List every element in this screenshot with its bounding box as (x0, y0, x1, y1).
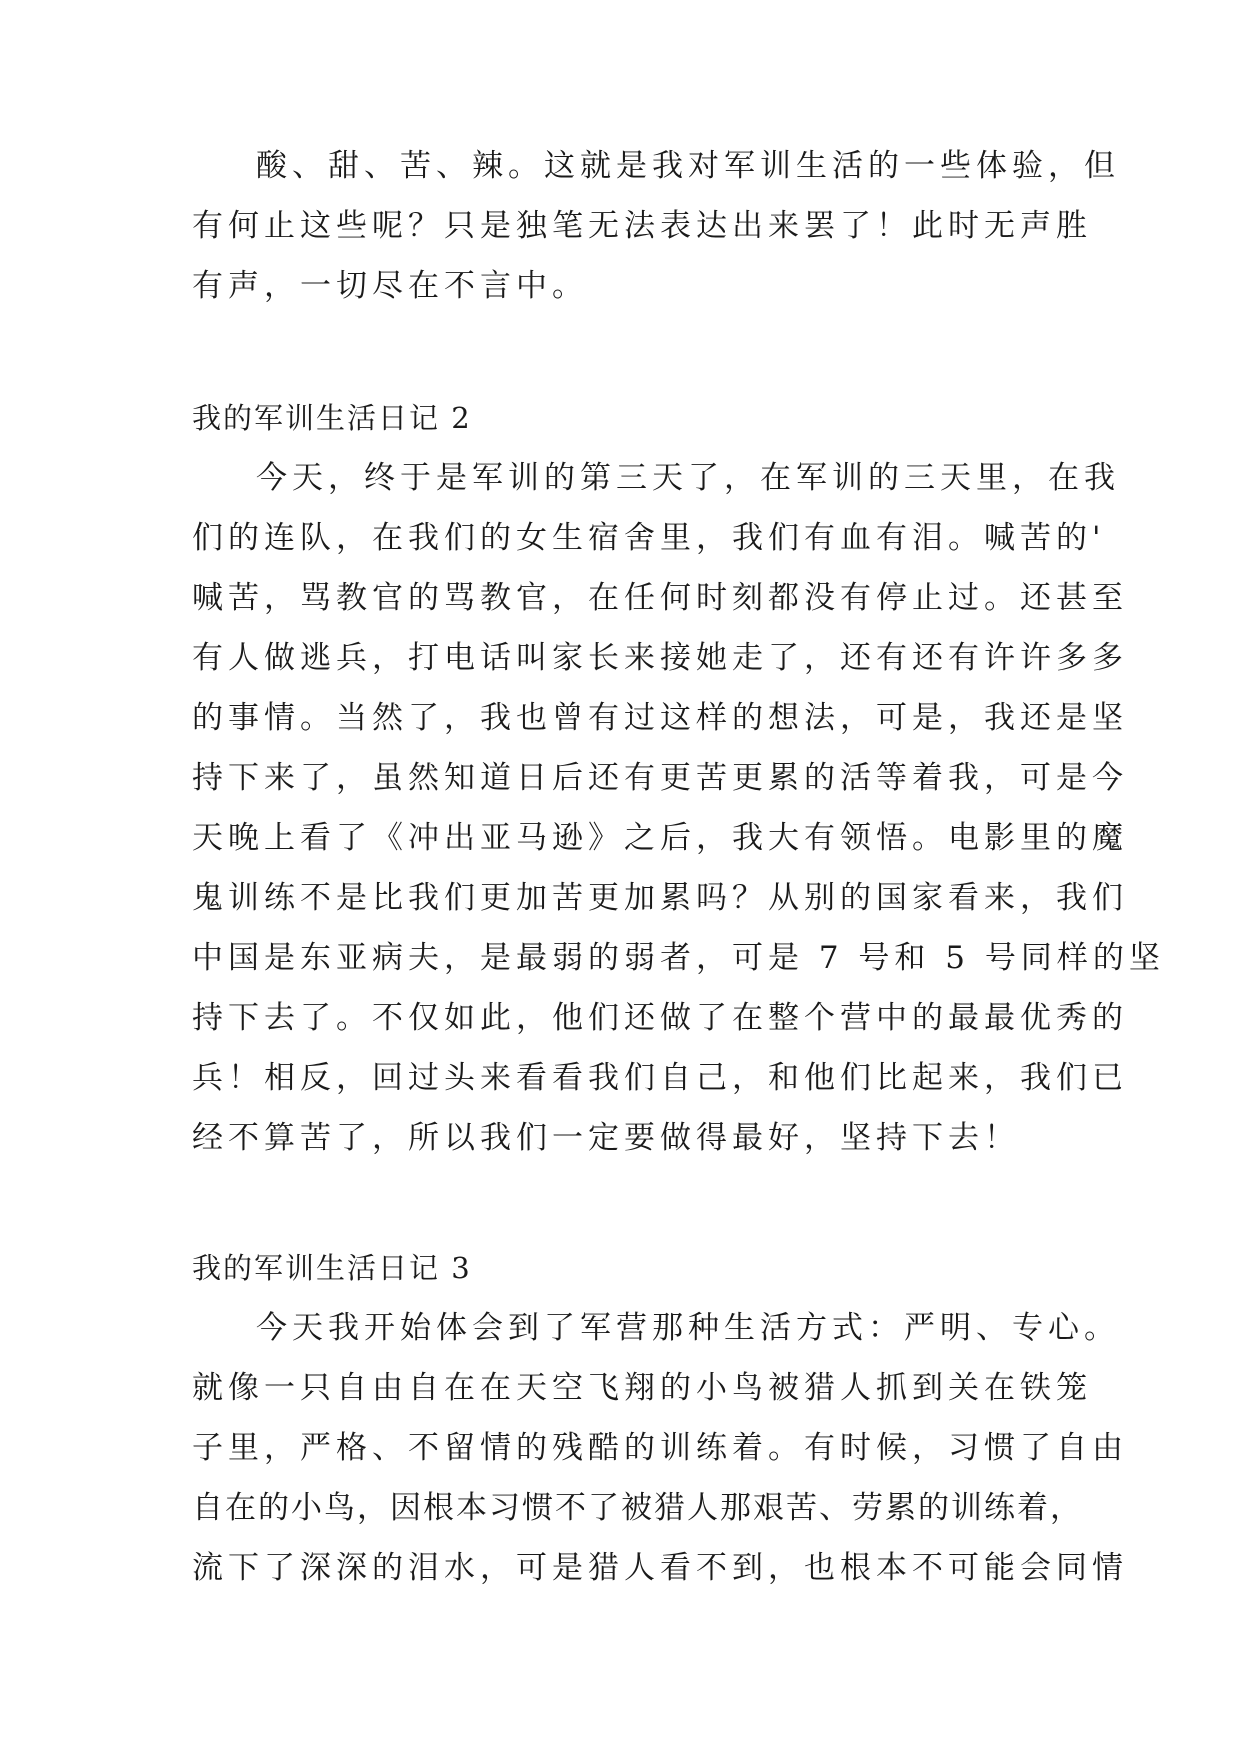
paragraph-line: 流下了深深的泪水，可是猎人看不到，也根本不可能会同情 (192, 1550, 1128, 1586)
paragraph-line: 们的连队，在我们的女生宿舍里，我们有血有泪。喊苦的' (192, 520, 1106, 556)
paragraph-line: 今天我开始体会到了军营那种生活方式：严明、专心。 (256, 1310, 1120, 1346)
paragraph-line: 持下来了，虽然知道日后还有更苦更累的活等着我，可是今 (192, 760, 1128, 796)
paragraph-line: 持下去了。不仅如此，他们还做了在整个营中的最最优秀的 (192, 1000, 1128, 1036)
paragraph-line: 喊苦，骂教官的骂教官，在任何时刻都没有停止过。还甚至 (192, 580, 1128, 616)
paragraph-line: 的事情。当然了，我也曾有过这样的想法，可是，我还是坚 (192, 700, 1128, 736)
paragraph-line: 酸、甜、苦、辣。这就是我对军训生活的一些体验，但 (256, 148, 1120, 184)
paragraph-line: 中国是东亚病夫，是最弱的弱者，可是 7 号和 5 号同样的坚 (192, 940, 1165, 976)
paragraph-line: 经不算苦了，所以我们一定要做得最好，坚持下去！ (192, 1120, 1020, 1156)
paragraph-line: 子里，严格、不留情的残酷的训练着。有时候，习惯了自由 (192, 1430, 1128, 1466)
paragraph-line: 有何止这些呢？只是独笔无法表达出来罢了！此时无声胜 (192, 208, 1092, 244)
section-heading: 我的军训生活日记 2 (192, 401, 472, 435)
paragraph-line: 自在的小鸟，因根本习惯不了被猎人那艰苦、劳累的训练着， (192, 1490, 1083, 1526)
paragraph-line: 有声，一切尽在不言中。 (192, 268, 588, 304)
paragraph-line: 就像一只自由自在在天空飞翔的小鸟被猎人抓到关在铁笼 (192, 1370, 1092, 1406)
paragraph-line: 兵！相反，回过头来看看我们自己，和他们比起来，我们已 (192, 1060, 1128, 1096)
paragraph-line: 鬼训练不是比我们更加苦更加累吗？从别的国家看来，我们 (192, 880, 1128, 916)
paragraph-line: 今天，终于是军训的第三天了，在军训的三天里，在我 (256, 460, 1120, 496)
paragraph-line: 有人做逃兵，打电话叫家长来接她走了，还有还有许许多多 (192, 640, 1128, 676)
section-heading: 我的军训生活日记 3 (192, 1251, 472, 1285)
paragraph-line: 天晚上看了《冲出亚马逊》之后，我大有领悟。电影里的魔 (192, 820, 1128, 856)
